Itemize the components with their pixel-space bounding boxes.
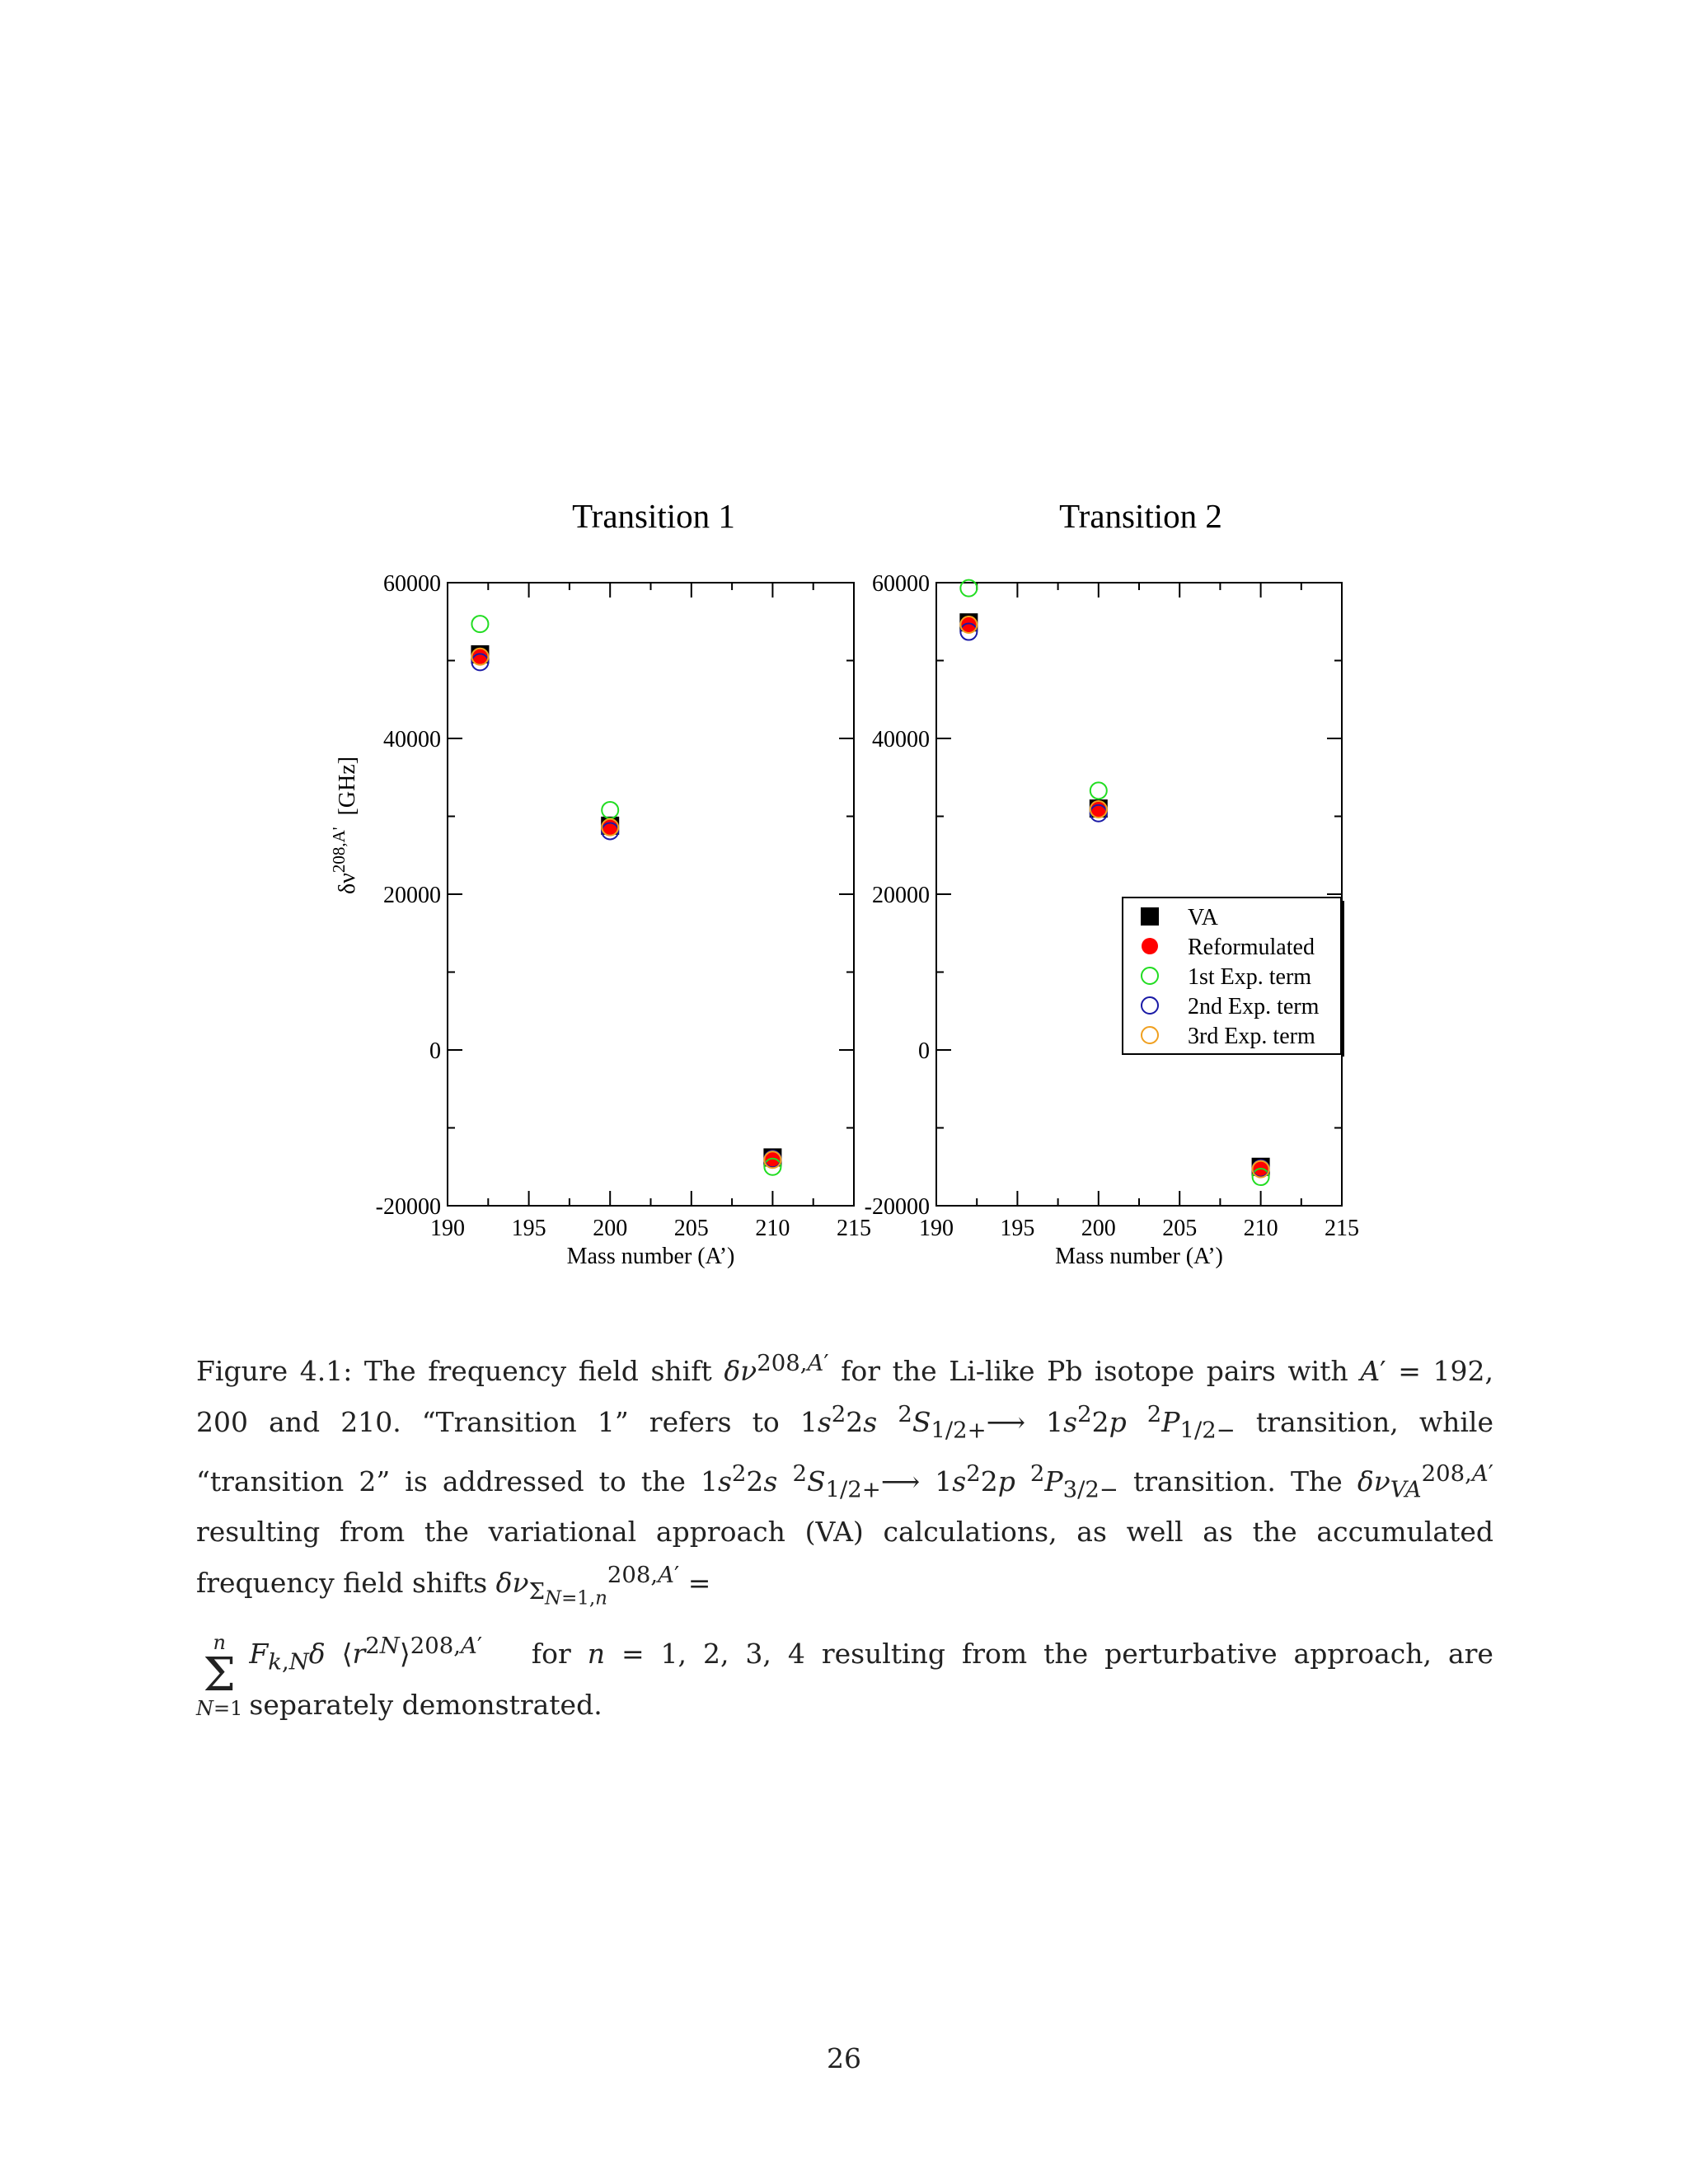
- x-tick-label: 195: [511, 1216, 546, 1241]
- y-tick-label: 0: [429, 1038, 441, 1064]
- legend-label: VA: [1188, 905, 1218, 930]
- caption-text-3: and 210. “Transition 1” refers to: [269, 1406, 780, 1438]
- x-axis-label: Mass number (A’): [1055, 1244, 1223, 1269]
- x-tick-label: 190: [919, 1216, 954, 1241]
- page-number: 26: [827, 2042, 861, 2074]
- panel-title-transition-2: Transition 2: [1059, 497, 1222, 535]
- x-tick-label: 215: [837, 1216, 871, 1241]
- x-tick-label: 200: [593, 1216, 628, 1241]
- caption-text-1: The frequency field shift: [363, 1355, 712, 1387]
- x-tick-label: 210: [755, 1216, 790, 1241]
- panel-transition-1: [376, 571, 871, 1269]
- x-tick-label: 200: [1081, 1216, 1116, 1241]
- y-tick-label: 40000: [383, 727, 441, 752]
- y-tick-label: 60000: [383, 571, 441, 597]
- x-tick-label: 190: [430, 1216, 465, 1241]
- plot-frame: [936, 583, 1342, 1206]
- legend: [1123, 898, 1343, 1057]
- legend-marker: [1141, 907, 1159, 926]
- x-tick-label: 205: [1162, 1216, 1198, 1241]
- x-tick-label: 215: [1325, 1216, 1359, 1241]
- x-tick-label: 205: [673, 1216, 709, 1241]
- y-tick-label: 20000: [383, 883, 441, 908]
- y-tick-label: 0: [918, 1038, 930, 1064]
- y-axis-label-unit: [GHz]: [335, 756, 360, 816]
- data-point-1st-exp-term: [1090, 782, 1107, 799]
- x-tick-label: 195: [1000, 1216, 1035, 1241]
- legend-label: 1st Exp. term: [1188, 964, 1312, 990]
- data-point-1st-exp-term: [602, 802, 618, 818]
- caption-text-7: for: [531, 1638, 571, 1671]
- caption-sum-line: n Σ N=1 $F_{k,N}\delta$ $⟨r^{2N}⟩^{208,A'}$ for n = 1, 2, 3, 4 resulting from the perturbative approach, are separately demonstrated.: [196, 1631, 1493, 1721]
- caption-text-8: resulting from the perturbative approach, are separately demonstrated.: [249, 1638, 1493, 1721]
- plot-frame: [448, 583, 854, 1206]
- caption-label: Figure 4.1:: [196, 1355, 353, 1387]
- data-point-1st-exp-term: [471, 616, 488, 632]
- legend-label: 2nd Exp. term: [1188, 994, 1320, 1019]
- caption-text-4: transition, while “transition 2” is addressed to the: [196, 1406, 1494, 1497]
- y-tick-label: -20000: [864, 1194, 930, 1220]
- svg-text:δν208,A'[GHz]: [329, 757, 360, 894]
- x-tick-label: 210: [1243, 1216, 1278, 1241]
- y-tick-label: 20000: [872, 883, 930, 908]
- legend-label: 3rd Exp. term: [1188, 1024, 1315, 1049]
- panel-title-transition-1: Transition 1: [572, 497, 735, 535]
- y-tick-label: -20000: [375, 1194, 441, 1220]
- y-tick-label: 40000: [872, 727, 930, 752]
- y-axis-label-symbol: δν: [335, 873, 360, 894]
- y-tick-label: 60000: [872, 571, 930, 597]
- figure-caption: Figure 4.1: The frequency field shift $\delta\nu^{208,A'}$ for the Li-like Pb isotope pairs with A′ = 192, 200 and 210. “Transition 1” refers to $1s^22s$ $^2S_{1/2+}⟶$ $1s^22p$ $^2P_{1/2-}$ transition, while “transition 2” is addressed to the $1s^22s$ $^2S_{1/2+}⟶$ $1s^22p$ $^2P_{3/2-}$ transition. The $\delta\nu_{VA}^{208,A'}$ resulting from the variational approach (VA) calculations, as well as the accumulated frequency field shifts $\delta\nu_{\Sigma_{N=1,n}}^{208,A'}$ = n Σ N=1 $F_{k,N}\delta$ $⟨r^{2N}⟩^{208,A'}$ for n = 1, 2, 3, 4 resulting from the perturbative approach, are separately demonstrated.: [196, 1342, 1493, 1728]
- y-axis-label-superscript: 208,A': [329, 827, 349, 874]
- caption-text-2: for the Li-like Pb isotope pairs with: [841, 1355, 1348, 1387]
- x-axis-label: Mass number (A’): [566, 1244, 735, 1269]
- caption-text-6: resulting from the variational approach (VA) calculations, as well as the accumulated frequency field shifts: [196, 1516, 1493, 1600]
- legend-label: Reformulated: [1188, 935, 1315, 960]
- y-axis-label: [329, 757, 360, 894]
- caption-text-5: transition. The: [1133, 1465, 1343, 1497]
- legend-marker: [1142, 938, 1158, 954]
